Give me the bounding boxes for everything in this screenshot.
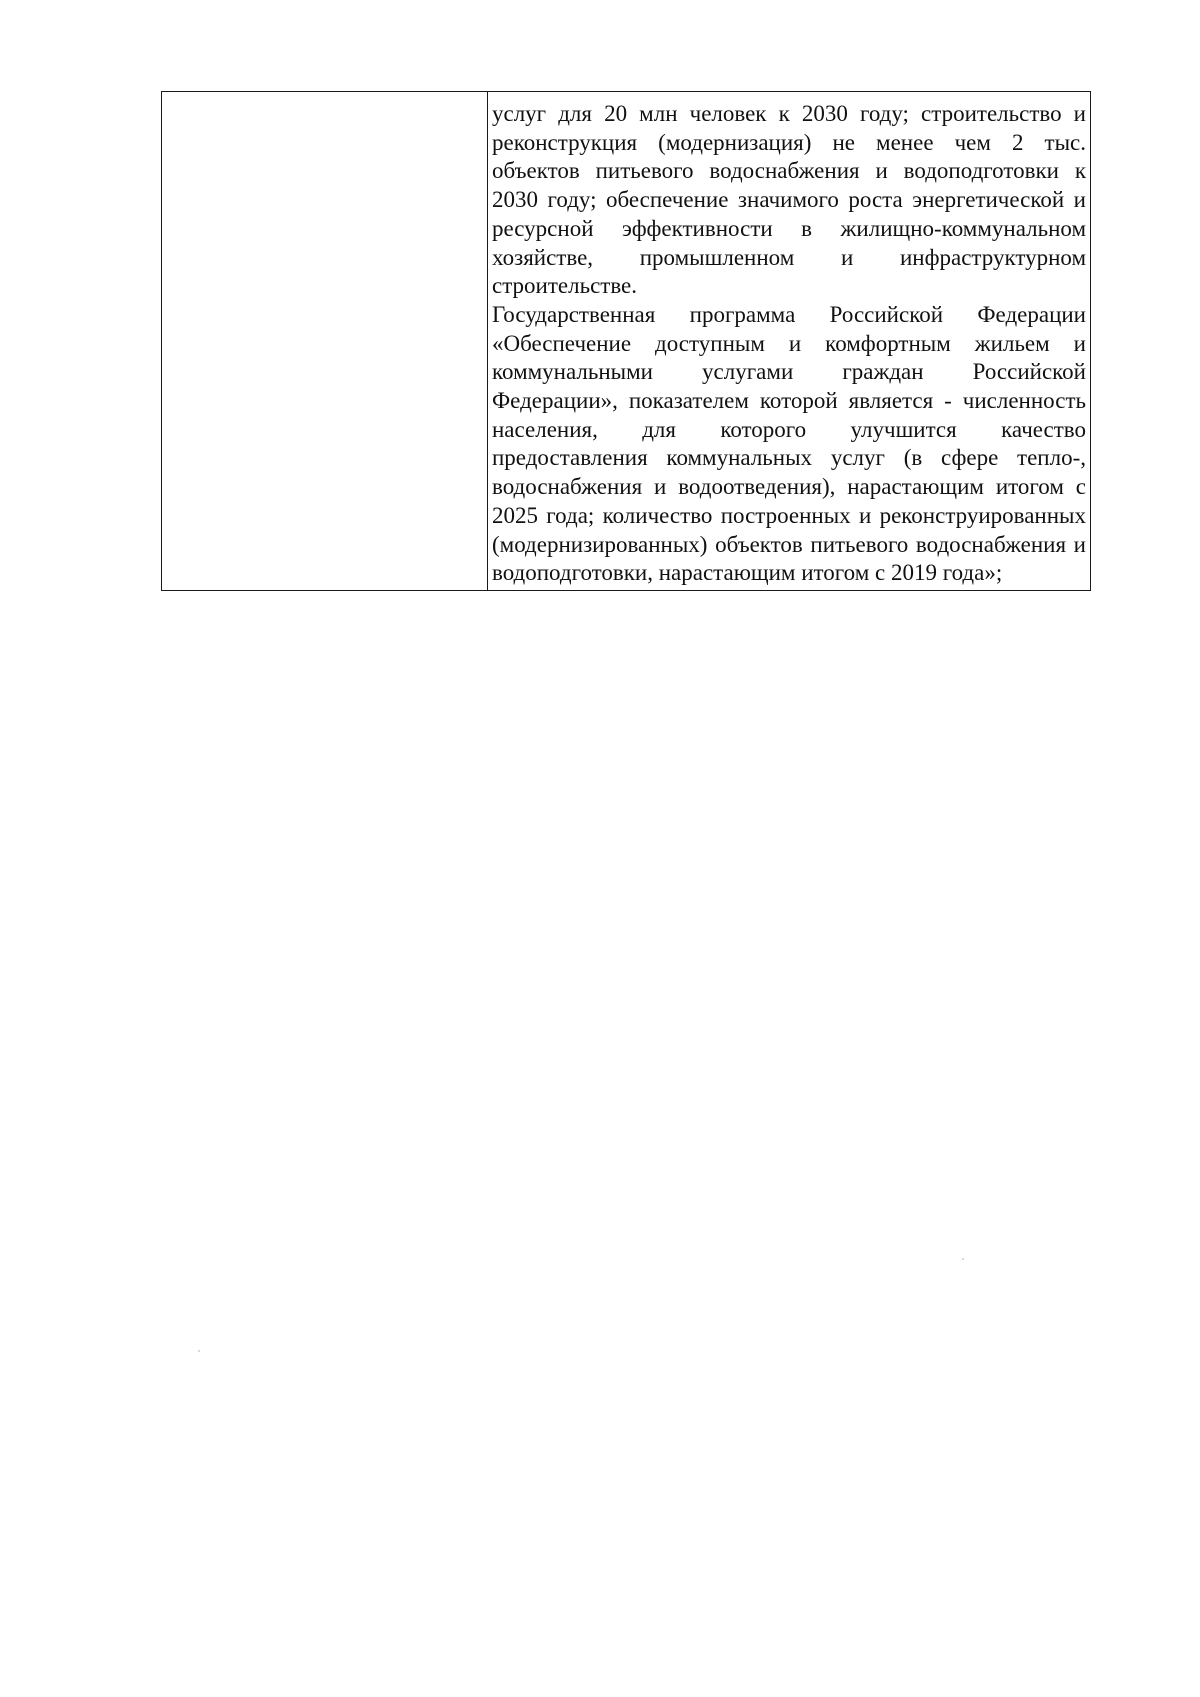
table-row [162, 92, 1091, 591]
right-cell [488, 92, 1091, 591]
document-table [161, 91, 1091, 591]
left-cell [162, 92, 488, 591]
scan-dot [198, 1350, 200, 1352]
paragraph-state-program: Государственная программа Российской Федерации «Обеспечение доступным и комфортным жильем и коммунальными услугами граждан Российской Федерации», показателем которой является - численность населения, для которого улучшится качество предоставления коммунальных услуг (в сфере тепло-, водоснабжения и водоотведения), нарастающим итогом с 2025 года; количество построенных и реконструированных (модернизированных) объектов питьевого водоснабжения и водоподготовки, нарастающим итогом с 2019 года»; [492, 301, 1086, 586]
scan-dot [962, 1258, 964, 1260]
paragraph-goals: услуг для 20 млн человек к 2030 году; строительство и реконструкция (модернизация) не менее чем 2 тыс. объектов питьевого водоснабжения и водоподготовки к 2030 году; обеспечение значимого роста энергетической и ресурсной эффективности в жилищно-коммунальном хозяйстве, промышленном и инфраструктурном строительстве. [492, 101, 1086, 299]
right-cell-text [488, 92, 1090, 590]
